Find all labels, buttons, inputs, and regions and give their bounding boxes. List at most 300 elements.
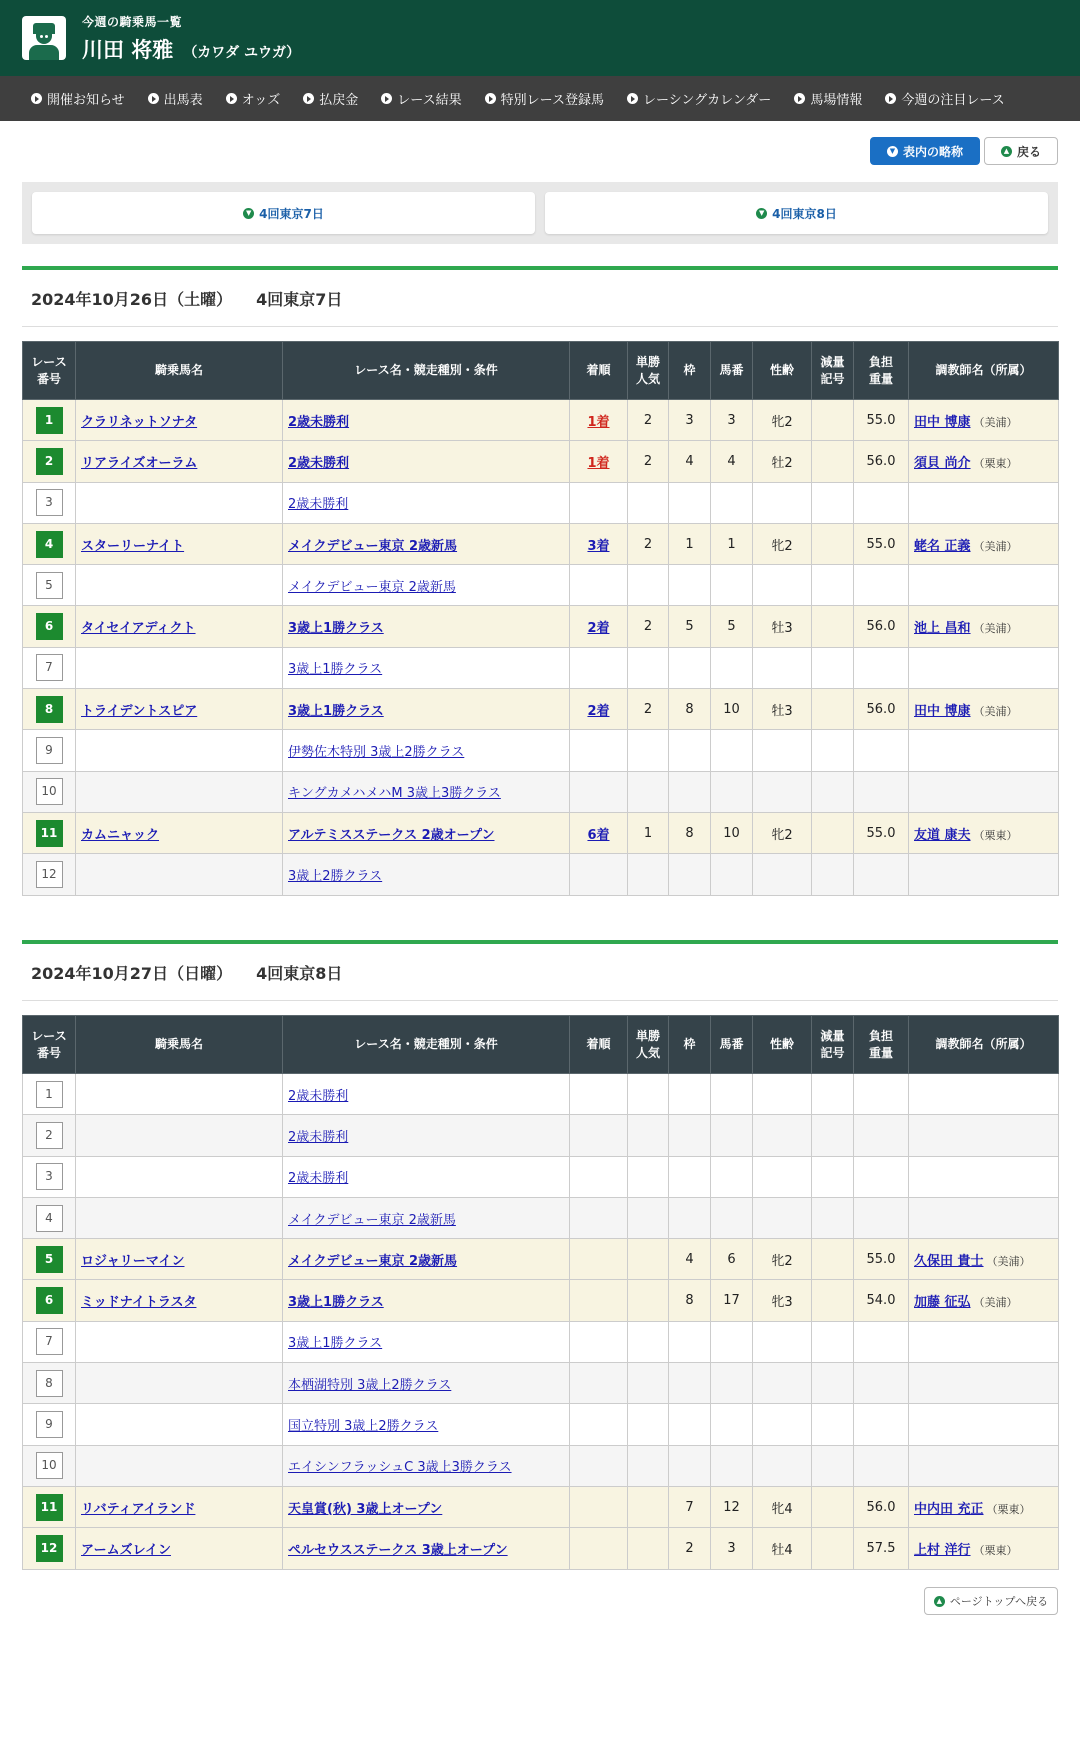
sex-cell <box>753 400 812 441</box>
nav-label: 開催お知らせ <box>47 93 125 108</box>
race-link[interactable]: 3歳上1勝クラス <box>288 703 384 719</box>
race-number-cell <box>23 1486 76 1527</box>
gen-cell <box>812 1528 854 1569</box>
race-link[interactable]: 2歳未勝利 <box>288 1088 349 1104</box>
waku-value: 4 <box>685 453 694 469</box>
race-number: 3 <box>36 1163 63 1190</box>
sex-cell <box>753 771 812 812</box>
pop-cell <box>628 482 669 523</box>
race-cell <box>283 523 570 564</box>
race-number: 11 <box>36 1494 63 1521</box>
wt-cell <box>854 482 909 523</box>
table-row <box>23 1156 1059 1197</box>
horse-link[interactable]: ミッドナイトラスタ <box>81 1295 197 1311</box>
table-row <box>23 1404 1059 1445</box>
race-number: 6 <box>36 1287 63 1314</box>
horse-cell <box>76 606 283 647</box>
race-cell <box>283 441 570 482</box>
waku-cell <box>669 771 711 812</box>
uma-cell <box>711 1404 753 1445</box>
horse-cell <box>76 812 283 853</box>
race-link[interactable]: 本栖湖特別 3歳上2勝クラス <box>288 1377 452 1393</box>
race-number: 7 <box>36 654 63 681</box>
nav-featured[interactable] <box>885 89 1004 108</box>
race-cell <box>283 1321 570 1362</box>
nav-odds[interactable] <box>226 89 281 108</box>
nav-label: 今週の注目レース <box>901 93 1005 108</box>
gen-cell <box>812 1280 854 1321</box>
wt-cell <box>854 441 909 482</box>
race-number: 12 <box>36 861 63 888</box>
waku-cell <box>669 441 711 482</box>
table-row <box>23 689 1059 730</box>
trainer-cell <box>909 400 1059 441</box>
race-link[interactable]: 2歳未勝利 <box>288 1129 349 1145</box>
sex-cell <box>753 854 812 895</box>
place-cell <box>570 400 628 441</box>
race-number-cell <box>23 523 76 564</box>
section-heading <box>22 266 1058 327</box>
pop-cell <box>628 565 669 606</box>
trainer-link[interactable]: 池上 昌和 <box>914 621 971 637</box>
waku-value: 8 <box>685 701 694 717</box>
trainer-cell <box>909 1404 1059 1445</box>
race-link[interactable]: 2歳未勝利 <box>288 414 350 430</box>
pop-cell <box>628 400 669 441</box>
race-number-cell <box>23 1156 76 1197</box>
trainer-affiliation: （栗東） <box>973 1543 1018 1557</box>
race-number: 8 <box>36 696 63 723</box>
race-number-cell <box>23 730 76 771</box>
horse-cell <box>76 523 283 564</box>
pop-value: 2 <box>643 701 653 717</box>
pop-value: 1 <box>643 825 653 841</box>
wt-value: 56.0 <box>866 619 896 635</box>
pop-cell <box>628 1115 669 1156</box>
nav-label: 馬場情報 <box>810 93 863 108</box>
sex-value: 牡3 <box>771 621 793 637</box>
nav-results[interactable] <box>381 89 461 108</box>
wt-cell <box>854 1197 909 1238</box>
table-row <box>23 812 1059 853</box>
race-number-cell <box>23 400 76 441</box>
waku-cell <box>669 606 711 647</box>
trainer-cell <box>909 730 1059 771</box>
waku-cell <box>669 647 711 688</box>
column-header: 枠 <box>669 1016 711 1074</box>
trainer-affiliation: （栗東） <box>973 828 1018 842</box>
meeting-anchors <box>22 182 1058 244</box>
uma-cell <box>711 1528 753 1569</box>
column-header: 着順 <box>570 342 628 400</box>
jockey-logo-icon <box>22 16 66 60</box>
table-row <box>23 400 1059 441</box>
sex-cell <box>753 1404 812 1445</box>
place-link[interactable]: 2着 <box>587 703 610 719</box>
anchor-day8[interactable] <box>545 192 1048 234</box>
place-link[interactable]: 1着 <box>587 455 610 471</box>
waku-cell <box>669 1363 711 1404</box>
trainer-affiliation: （栗東） <box>973 456 1018 470</box>
anchor-day7[interactable] <box>32 192 535 234</box>
section-date: 2024年10月27日（日曜） <box>31 963 233 983</box>
trainer-cell <box>909 565 1059 606</box>
wt-value: 55.0 <box>866 825 896 841</box>
place-cell <box>570 730 628 771</box>
wt-value: 57.5 <box>866 1540 896 1556</box>
wt-cell <box>854 689 909 730</box>
table-row <box>23 1321 1059 1362</box>
wt-value: 55.0 <box>866 536 896 552</box>
trainer-cell <box>909 1363 1059 1404</box>
chevron-down-icon: ▼ <box>756 208 767 219</box>
race-number: 5 <box>36 1246 63 1273</box>
race-number-cell <box>23 1239 76 1280</box>
table-row <box>23 854 1059 895</box>
gen-cell <box>812 854 854 895</box>
race-number-cell <box>23 565 76 606</box>
nav-payout[interactable] <box>303 89 358 108</box>
waku-cell <box>669 565 711 606</box>
horse-link[interactable]: カムニャック <box>81 827 160 843</box>
pop-cell <box>628 523 669 564</box>
sex-cell <box>753 1156 812 1197</box>
race-cell <box>283 482 570 523</box>
race-number: 1 <box>36 407 63 434</box>
column-header: 調教師名（所属） <box>909 342 1059 400</box>
horse-cell <box>76 689 283 730</box>
race-link[interactable]: アルテミスステークス 2歳オープン <box>288 827 495 843</box>
sex-cell <box>753 647 812 688</box>
back-button[interactable] <box>984 137 1058 165</box>
column-header: 単勝 人気 <box>628 342 669 400</box>
sex-cell <box>753 1115 812 1156</box>
horse-cell <box>76 1280 283 1321</box>
trainer-link[interactable]: 須貝 尚介 <box>914 455 971 471</box>
race-link[interactable]: 3歳上1勝クラス <box>288 621 384 637</box>
pop-value: 2 <box>643 412 653 428</box>
place-cell <box>570 565 628 606</box>
uma-cell <box>711 1280 753 1321</box>
race-cell <box>283 1197 570 1238</box>
race-cell <box>283 854 570 895</box>
gen-cell <box>812 1197 854 1238</box>
horse-cell <box>76 854 283 895</box>
race-link[interactable]: 3歳上1勝クラス <box>288 662 383 678</box>
trainer-cell <box>909 1197 1059 1238</box>
wt-cell <box>854 565 909 606</box>
race-link[interactable]: 2歳未勝利 <box>288 455 350 471</box>
table-row <box>23 523 1059 564</box>
horse-link[interactable]: リバティアイランド <box>81 1501 196 1517</box>
waku-cell <box>669 1115 711 1156</box>
column-header: 負担 重量 <box>854 342 909 400</box>
trainer-cell <box>909 1528 1059 1569</box>
pop-value: 2 <box>643 536 653 552</box>
trainer-link[interactable]: 田中 博康 <box>914 703 971 719</box>
nav-calendar[interactable] <box>627 89 771 108</box>
pop-cell <box>628 1321 669 1362</box>
race-number-cell <box>23 1197 76 1238</box>
nav-entries[interactable] <box>148 89 203 108</box>
place-cell <box>570 812 628 853</box>
uma-cell <box>711 1239 753 1280</box>
uma-value: 3 <box>727 1540 736 1556</box>
race-cell <box>283 812 570 853</box>
gen-cell <box>812 1445 854 1486</box>
race-link[interactable]: 国立特別 3歳上2勝クラス <box>288 1419 439 1435</box>
nav-label: オッズ <box>241 93 281 108</box>
horse-link[interactable]: クラリネットソナタ <box>81 414 198 430</box>
column-header: レース 番号 <box>23 1016 76 1074</box>
page-header <box>0 0 1080 76</box>
race-number-cell <box>23 812 76 853</box>
race-cell <box>283 400 570 441</box>
trainer-cell <box>909 1486 1059 1527</box>
trainer-link[interactable]: 上村 洋行 <box>914 1542 971 1558</box>
table-row <box>23 1197 1059 1238</box>
wt-cell <box>854 1280 909 1321</box>
race-cell <box>283 1074 570 1115</box>
trainer-link[interactable]: 友道 康夫 <box>914 827 971 843</box>
place-cell <box>570 1528 628 1569</box>
chevron-right-icon <box>31 93 42 104</box>
trainer-affiliation: （美浦） <box>973 415 1018 429</box>
uma-cell <box>711 1363 753 1404</box>
gen-cell <box>812 565 854 606</box>
horse-link[interactable]: アームズレイン <box>81 1542 171 1558</box>
wt-cell <box>854 1239 909 1280</box>
race-number: 9 <box>36 737 63 764</box>
uma-cell <box>711 400 753 441</box>
gen-cell <box>812 812 854 853</box>
chevron-down-icon: ▼ <box>887 146 898 157</box>
page-top-button[interactable] <box>924 1587 1058 1615</box>
trainer-link[interactable]: 田中 博康 <box>914 414 971 430</box>
uma-value: 12 <box>723 1499 740 1515</box>
race-link[interactable]: メイクデビュー東京 2歳新馬 <box>288 579 456 595</box>
horse-cell <box>76 482 283 523</box>
horse-cell <box>76 1115 283 1156</box>
trainer-cell <box>909 523 1059 564</box>
sex-value: 牡4 <box>771 1542 793 1558</box>
race-link[interactable]: 天皇賞(秋) 3歳上オープン <box>288 1501 443 1517</box>
column-header: 枠 <box>669 342 711 400</box>
trainer-affiliation: （美浦） <box>973 1296 1018 1310</box>
place-link[interactable]: 2着 <box>587 621 610 637</box>
horse-cell <box>76 565 283 606</box>
race-table <box>22 1015 1059 1570</box>
sex-cell <box>753 1197 812 1238</box>
waku-cell <box>669 1528 711 1569</box>
wt-value: 55.0 <box>866 412 896 428</box>
wt-cell <box>854 1363 909 1404</box>
place-cell <box>570 1280 628 1321</box>
trainer-cell <box>909 647 1059 688</box>
race-link[interactable]: メイクデビュー東京 2歳新馬 <box>288 1212 456 1228</box>
race-link[interactable]: 2歳未勝利 <box>288 497 349 513</box>
anchor-day7-label: 4回東京7日 <box>259 206 324 221</box>
nav-notice[interactable] <box>31 89 125 108</box>
uma-cell <box>711 482 753 523</box>
waku-cell <box>669 1404 711 1445</box>
uma-value: 6 <box>727 1251 736 1267</box>
race-link[interactable]: 3歳上2勝クラス <box>288 868 383 884</box>
uma-cell <box>711 771 753 812</box>
sex-cell <box>753 523 812 564</box>
race-link[interactable]: メイクデビュー東京 2歳新馬 <box>288 538 458 554</box>
waku-value: 5 <box>685 619 694 635</box>
waku-cell <box>669 1280 711 1321</box>
waku-cell <box>669 812 711 853</box>
table-row <box>23 482 1059 523</box>
race-number-cell <box>23 482 76 523</box>
race-table <box>22 341 1059 896</box>
section-day7 <box>22 266 1058 896</box>
race-cell <box>283 1404 570 1445</box>
race-link[interactable]: 3歳上1勝クラス <box>288 1295 384 1311</box>
trainer-cell <box>909 482 1059 523</box>
race-number: 4 <box>36 1205 63 1232</box>
pop-cell <box>628 771 669 812</box>
waku-cell <box>669 1445 711 1486</box>
waku-cell <box>669 1074 711 1115</box>
column-header: 騎乗馬名 <box>76 1016 283 1074</box>
waku-value: 1 <box>685 536 694 552</box>
pop-cell <box>628 647 669 688</box>
race-number-cell <box>23 771 76 812</box>
race-link[interactable]: メイクデビュー東京 2歳新馬 <box>288 1253 458 1269</box>
place-link[interactable]: 6着 <box>587 827 610 843</box>
table-header-row <box>23 342 1059 400</box>
horse-cell <box>76 1321 283 1362</box>
column-header: 性齢 <box>753 342 812 400</box>
race-number: 11 <box>36 820 63 847</box>
horse-cell <box>76 771 283 812</box>
pop-value: 2 <box>643 619 653 635</box>
trainer-cell <box>909 441 1059 482</box>
sex-value: 牝3 <box>771 1295 793 1311</box>
horse-link[interactable]: トライデントスピア <box>81 703 198 719</box>
horse-link[interactable]: タイセイアディクト <box>81 621 196 637</box>
wt-cell <box>854 1074 909 1115</box>
horse-cell <box>76 1528 283 1569</box>
wt-cell <box>854 400 909 441</box>
nav-label: レーシングカレンダー <box>643 93 772 108</box>
trainer-link[interactable]: 蛯名 正義 <box>914 538 971 554</box>
race-cell <box>283 1445 570 1486</box>
nav-track[interactable] <box>794 89 862 108</box>
wt-value: 56.0 <box>866 1499 896 1515</box>
nav-special-entries[interactable] <box>485 89 604 108</box>
race-number-cell <box>23 689 76 730</box>
race-link[interactable]: 3歳上1勝クラス <box>288 1336 383 1352</box>
race-cell <box>283 1239 570 1280</box>
waku-cell <box>669 1239 711 1280</box>
sex-cell <box>753 1280 812 1321</box>
horse-link[interactable]: リアライズオーラム <box>81 455 198 471</box>
gen-cell <box>812 689 854 730</box>
pop-cell <box>628 689 669 730</box>
trainer-link[interactable]: 加藤 征弘 <box>914 1295 971 1311</box>
horse-cell <box>76 647 283 688</box>
race-link[interactable]: 2歳未勝利 <box>288 1171 349 1187</box>
race-number: 5 <box>36 572 63 599</box>
waku-cell <box>669 482 711 523</box>
wt-cell <box>854 771 909 812</box>
table-row <box>23 647 1059 688</box>
chevron-right-icon <box>885 93 896 104</box>
column-header: レース名・競走種別・条件 <box>283 342 570 400</box>
race-number-cell <box>23 1404 76 1445</box>
horse-link[interactable]: ロジャリーマイン <box>81 1253 185 1269</box>
waku-cell <box>669 1321 711 1362</box>
place-cell <box>570 1074 628 1115</box>
wt-cell <box>854 812 909 853</box>
waku-value: 3 <box>685 412 694 428</box>
race-number-cell <box>23 1528 76 1569</box>
gen-cell <box>812 523 854 564</box>
place-link[interactable]: 1着 <box>587 414 610 430</box>
place-link[interactable]: 3着 <box>587 538 610 554</box>
wt-cell <box>854 1156 909 1197</box>
race-number-cell <box>23 1115 76 1156</box>
wt-value: 55.0 <box>866 1251 896 1267</box>
section-day8 <box>22 940 1058 1570</box>
waku-cell <box>669 1156 711 1197</box>
column-header: レース名・競走種別・条件 <box>283 1016 570 1074</box>
gen-cell <box>812 771 854 812</box>
pop-cell <box>628 606 669 647</box>
race-cell <box>283 1528 570 1569</box>
place-cell <box>570 1197 628 1238</box>
anchor-day8-label: 4回東京8日 <box>772 206 837 221</box>
race-number: 7 <box>36 1328 63 1355</box>
horse-link[interactable]: スターリーナイト <box>81 538 185 554</box>
sex-cell <box>753 1528 812 1569</box>
place-cell <box>570 441 628 482</box>
legend-button[interactable] <box>870 137 980 165</box>
uma-cell <box>711 1445 753 1486</box>
trainer-link[interactable]: 中内田 充正 <box>914 1501 984 1517</box>
horse-cell <box>76 400 283 441</box>
race-link[interactable]: キングカメハメハM 3歳上3勝クラス <box>288 786 501 802</box>
race-cell <box>283 771 570 812</box>
chevron-right-icon <box>485 93 496 104</box>
trainer-cell <box>909 1115 1059 1156</box>
column-header: 馬番 <box>711 342 753 400</box>
waku-cell <box>669 689 711 730</box>
race-link[interactable]: ペルセウスステークス 3歳上オープン <box>288 1542 508 1558</box>
sex-cell <box>753 1074 812 1115</box>
uma-value: 4 <box>727 453 736 469</box>
sex-cell <box>753 606 812 647</box>
uma-value: 1 <box>727 536 736 552</box>
wt-cell <box>854 523 909 564</box>
chevron-right-icon <box>303 93 314 104</box>
chevron-up-icon: ▲ <box>934 1596 945 1607</box>
gen-cell <box>812 1486 854 1527</box>
trainer-link[interactable]: 久保田 貴士 <box>914 1253 984 1269</box>
gen-cell <box>812 1115 854 1156</box>
horse-cell <box>76 1486 283 1527</box>
race-link[interactable]: エイシンフラッシュC 3歳上3勝クラス <box>288 1460 512 1476</box>
table-row <box>23 1074 1059 1115</box>
sex-cell <box>753 1363 812 1404</box>
back-button-label: 戻る <box>1016 144 1041 159</box>
wt-cell <box>854 1115 909 1156</box>
race-link[interactable]: 伊勢佐木特別 3歳上2勝クラス <box>288 745 465 761</box>
